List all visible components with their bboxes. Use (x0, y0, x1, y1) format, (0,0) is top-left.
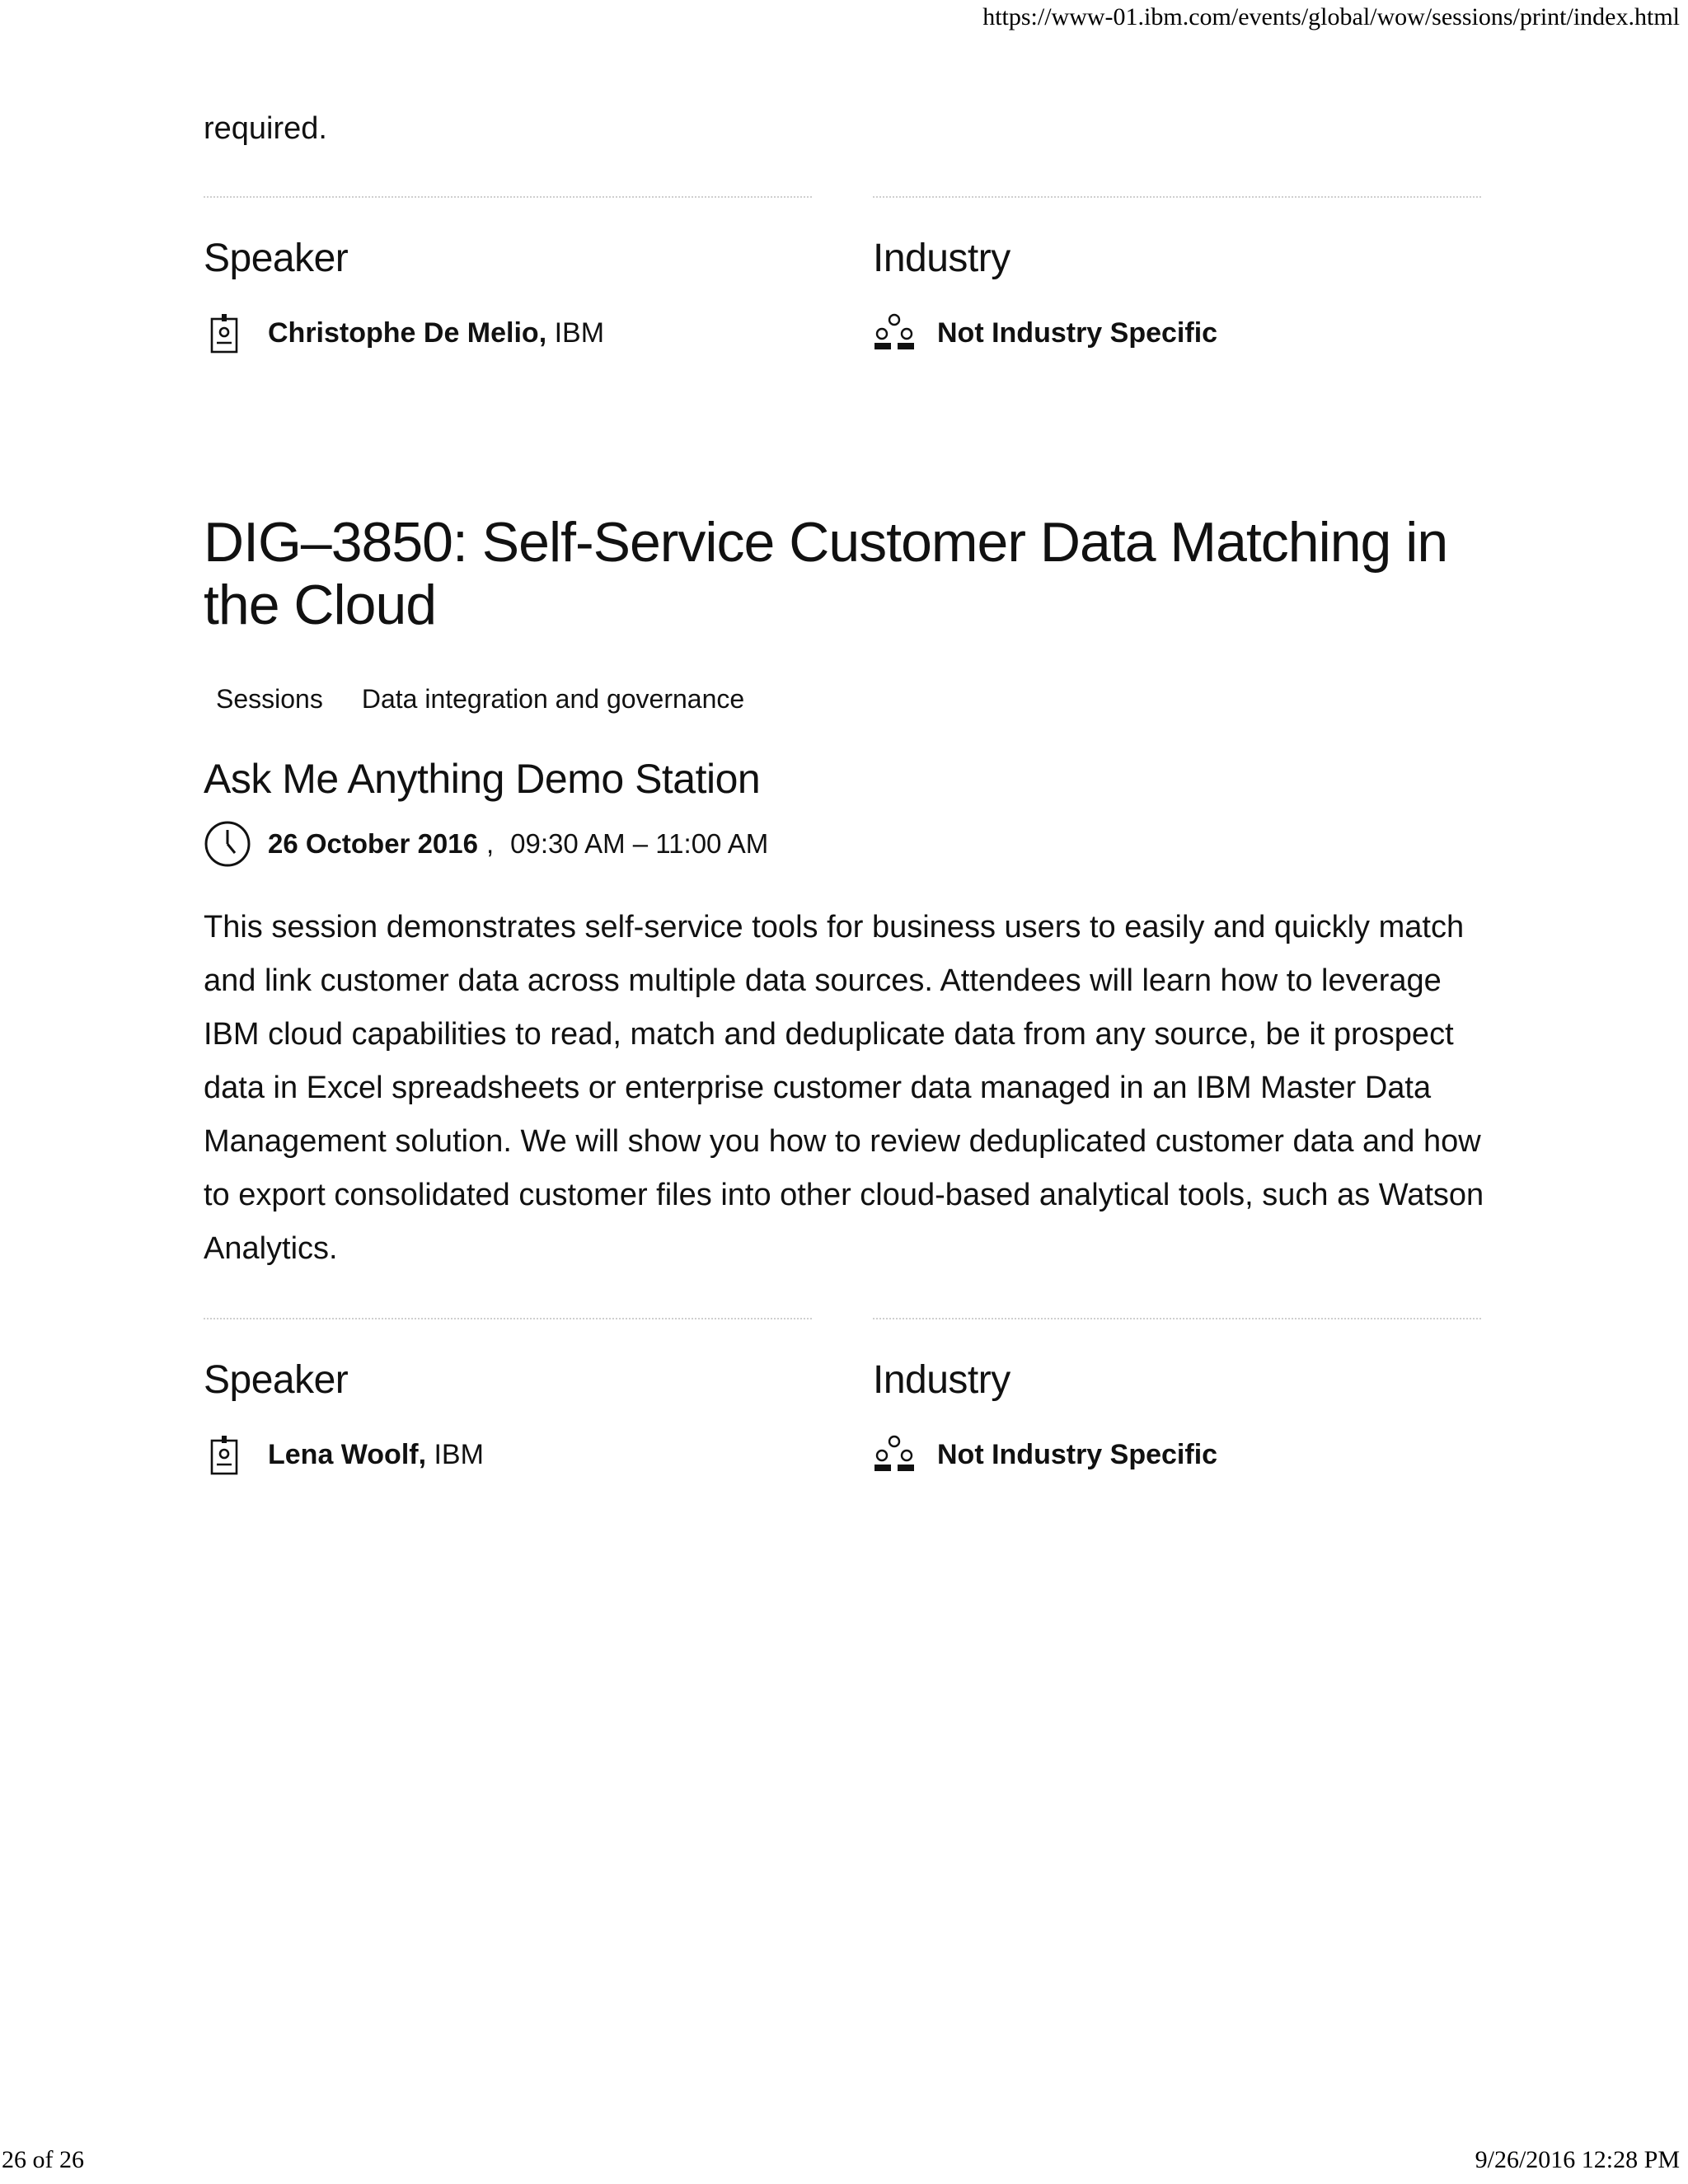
session-date: 26 October 2016 (268, 828, 478, 859)
session-tags (216, 684, 744, 715)
session-time-range: 09:30 AM – 11:00 AM (510, 828, 769, 859)
session-title-text: Self-Service Customer Data Matching in the Cloud (204, 511, 1448, 636)
industry-entry (873, 312, 1481, 354)
tag-topic: Data integration and governance (361, 684, 745, 714)
session-meta (204, 1318, 1481, 1499)
industry-heading: Industry (873, 237, 1010, 280)
speaker-column (204, 196, 812, 354)
badge-icon (204, 312, 246, 354)
speaker-name: Christophe De Melio, (268, 317, 547, 349)
speaker-column (204, 1318, 812, 1476)
date-separator: , (485, 828, 495, 859)
session-title (204, 511, 1489, 636)
divider (204, 196, 812, 198)
speaker-name: Lena Woolf, (268, 1439, 427, 1470)
divider (873, 196, 1481, 198)
print-datetime: 9/26/2016 12:28 PM (1475, 2146, 1680, 2173)
divider (873, 1318, 1481, 1319)
session-format: Ask Me Anything Demo Station (204, 756, 761, 802)
speaker-entry (204, 312, 812, 354)
people-group-icon (873, 312, 916, 354)
previous-session-tail-text: required. (204, 111, 327, 146)
speaker-org: IBM (434, 1439, 484, 1470)
tag-sessions: Sessions (216, 684, 323, 714)
people-group-icon (873, 1433, 916, 1476)
session-code: DIG–3850: (204, 511, 467, 574)
page-number: 26 of 26 (2, 2146, 84, 2173)
print-url: https://www-01.ibm.com/events/global/wow/sessions/print/index.html (982, 3, 1680, 30)
industry-column (873, 1318, 1481, 1476)
clock-icon (204, 820, 251, 868)
previous-session-meta (204, 196, 1481, 377)
session-description: This session demonstrates self-service tools for business users to easily and quickly match and link customer data across multiple data sources. Attendees will learn how to leverage IBM cloud capabilities to read, match and deduplicate data from any source, be it prospect data in Excel spreadsheets or enterprise customer data managed in an IBM Master Data Management solution. We will show you how to review deduplicated customer data and how to export consolidated customer files into other cloud-based analytical tools, such as Watson Analytics. (204, 910, 1484, 1266)
divider (204, 1318, 812, 1319)
speaker-entry (204, 1433, 812, 1476)
industry-column (873, 196, 1481, 354)
badge-icon (204, 1433, 246, 1476)
industry-entry (873, 1433, 1481, 1476)
speaker-heading: Speaker (204, 1358, 349, 1402)
session-time (204, 820, 768, 868)
industry-value: Not Industry Specific (937, 317, 1218, 349)
industry-value: Not Industry Specific (937, 1439, 1218, 1470)
speaker-heading: Speaker (204, 237, 349, 280)
speaker-org: IBM (554, 317, 605, 349)
industry-heading: Industry (873, 1358, 1010, 1402)
